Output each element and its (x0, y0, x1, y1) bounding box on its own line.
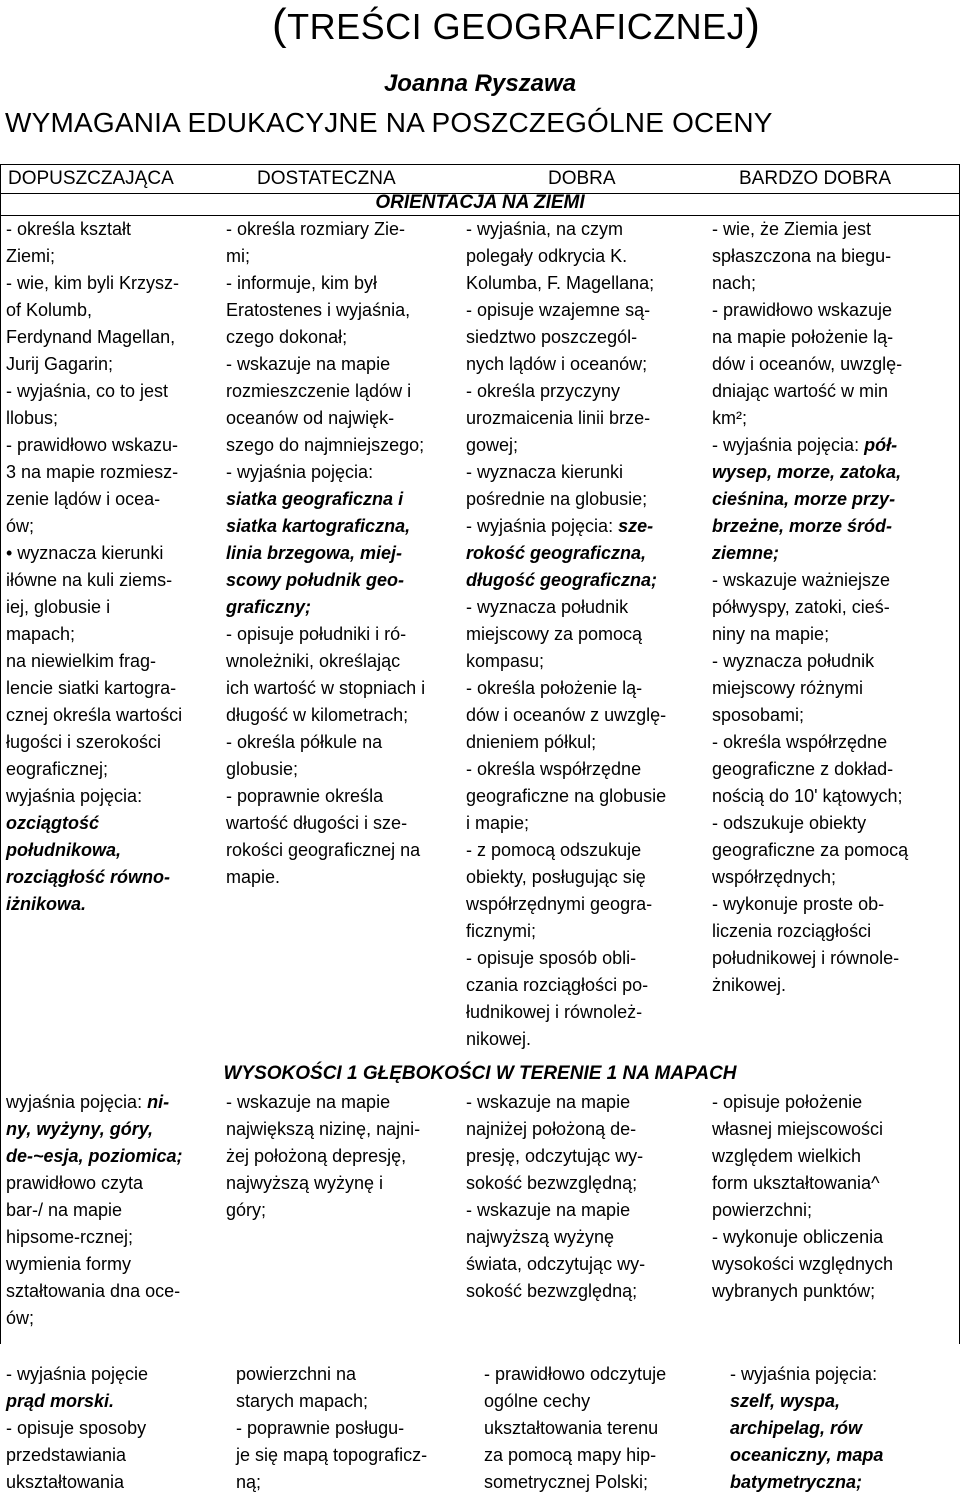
text-line: wnoleżniki, określając (226, 651, 401, 671)
text-line: nach; (712, 273, 757, 293)
text-line: nością do 10' kątowych; (712, 786, 903, 806)
text-line: długość geograficzna; (466, 570, 658, 590)
text-line: sokość bezwzględną; (466, 1281, 638, 1301)
text-line: - wyjaśnia pojęcia: (730, 1364, 878, 1384)
text-line: ów; (6, 516, 35, 536)
text-line: najwyższą wyżynę i (226, 1173, 384, 1193)
text-line: Eratostenes i wyjaśnia, (226, 300, 411, 320)
text-line: cznej określa wartości (6, 705, 183, 725)
text-line: - opisuje sposób obli- (466, 948, 637, 968)
header-dobra: DOBRA (548, 168, 616, 189)
text-line: je się mapą topograficz- (236, 1445, 428, 1465)
section3-col-dobra (484, 1361, 710, 1496)
text-line: - wie, kim byli Krzysz- (6, 273, 180, 293)
section3-col-dopuszczajaca (6, 1361, 211, 1496)
text-line: brzeżne, morze śród- (712, 516, 893, 536)
text-line: - określa rozmiary Zie- (226, 219, 406, 239)
document-subtitle: WYMAGANIA EDUKACYJNE NA POSZCZEGÓLNE OCENY (5, 107, 773, 138)
text-line: - prawidłowo wskazu- (6, 435, 179, 455)
text-line: miejscowy za pomocą (466, 624, 643, 644)
text-line: iej, globusie i (6, 597, 111, 617)
text-line: 3 na mapie rozmiesz- (6, 462, 179, 482)
text-line: - wyjaśnia pojęcie (6, 1364, 149, 1384)
text-line: sposobami; (712, 705, 805, 725)
text-line: wymienia formy (6, 1254, 132, 1274)
text-line: - prawidłowo odczytuje (484, 1364, 667, 1384)
text-line: • wyznacza kierunki (6, 543, 164, 563)
text-line: ukształtowania (6, 1472, 125, 1492)
header-dostateczna: DOSTATECZNA (257, 168, 396, 189)
text-line: - opisuje wzajemne są- (466, 300, 651, 320)
text-line: mapie. (226, 867, 281, 887)
text-line: Jurij Gagarin; (6, 354, 114, 374)
text-line: sometrycznej Polski; (484, 1472, 649, 1492)
text-line: dów i oceanów, uwzglę- (712, 354, 903, 374)
text-line: - informuje, kim był (226, 273, 378, 293)
text-line: - poprawnie posługu- (236, 1418, 405, 1438)
text-line: - wyjaśnia pojęcia: sze- (466, 516, 654, 536)
text-line: za pomocą mapy hip- (484, 1445, 657, 1465)
section-title-wysokosci: WYSOKOŚCI 1 GŁĘBOKOŚCI W TERENIE 1 NA MAPACH (223, 1063, 737, 1084)
text-line: iłówne na kuli ziems- (6, 570, 173, 590)
text-line: spłaszczona na biegu- (712, 246, 892, 266)
text-line: na niewielkim frag- (6, 651, 157, 671)
text-line: własnej miejscowości (712, 1119, 884, 1139)
text-line: - opisuje sposoby (6, 1418, 147, 1438)
text-line: lencie siatki kartogra- (6, 678, 177, 698)
text-line: żnikowej. (712, 975, 787, 995)
text-line: hipsome-rcznej; (6, 1227, 134, 1247)
text-line: góry; (226, 1200, 267, 1220)
text-line: - wskazuje na mapie (226, 1092, 391, 1112)
text-line: wysep, morze, zatoka, (712, 462, 902, 482)
text-line: Ferdynand Magellan, (6, 327, 176, 347)
orientacja-col-dobra (466, 216, 694, 1053)
text-line: - wyjaśnia pojęcia: (226, 462, 374, 482)
text-line: ów; (6, 1308, 35, 1328)
text-line: dnieniem półkul; (466, 732, 597, 752)
text-line: starych mapach; (236, 1391, 369, 1411)
text-line: bar-/ na mapie (6, 1200, 123, 1220)
text-line: - wyznacza kierunki (466, 462, 624, 482)
text-line: ozciągtość (6, 813, 100, 833)
text-line: - określa półkule na (226, 732, 383, 752)
table-left-border (0, 164, 1, 1344)
text-line: scowy południk geo- (226, 570, 405, 590)
text-line: - wyjaśnia, na czym (466, 219, 624, 239)
table-top-border (0, 164, 960, 165)
text-line: wysokości względnych (712, 1254, 894, 1274)
text-line: llobus; (6, 408, 59, 428)
text-line: rokość geograficzna, (466, 543, 647, 563)
text-line: urozmaicenia linii brze- (466, 408, 651, 428)
text-line: of Kolumb, (6, 300, 93, 320)
text-line: prawidłowo czyta (6, 1173, 144, 1193)
text-line: rozciągłość równo- (6, 867, 171, 887)
section3-col-bardzo-dobra (730, 1361, 956, 1496)
text-line: wyjaśnia pojęcia: (6, 786, 143, 806)
text-line: - określa przyczyny (466, 381, 621, 401)
text-line: Ziemi; (6, 246, 55, 266)
text-line: iżnikowa. (6, 894, 87, 914)
text-line: względem wielkich (712, 1146, 862, 1166)
text-line: żej położoną depresję, (226, 1146, 407, 1166)
text-line: wybranych punktów; (712, 1281, 876, 1301)
page-title: (TREŚCI GEOGRAFICZNEJ) (272, 0, 761, 49)
section3-col-dostateczna (236, 1361, 460, 1496)
text-line: prąd morski. (6, 1391, 115, 1411)
text-line: nych lądów i oceanów; (466, 354, 648, 374)
text-line: - wskazuje ważniejsze (712, 570, 891, 590)
text-line: presję, odczytując wy- (466, 1146, 644, 1166)
orientacja-col-dopuszczajaca (6, 216, 211, 918)
text-line: zenie lądów i ocea- (6, 489, 161, 509)
text-line: km²; (712, 408, 747, 428)
text-line: ną; (236, 1472, 262, 1492)
text-line: geograficzne na globusie (466, 786, 667, 806)
text-line: czania rozciągłości po- (466, 975, 649, 995)
text-line: mapach; (6, 624, 76, 644)
text-line: archipelag, rów (730, 1418, 863, 1438)
text-line: - wyjaśnia, co to jest (6, 381, 169, 401)
text-line: półwyspy, zatoki, cieś- (712, 597, 890, 617)
text-line: miejscowy różnymi (712, 678, 864, 698)
text-line: - wykonuje obliczenia (712, 1227, 884, 1247)
text-line: największą nizinę, najni- (226, 1119, 421, 1139)
text-line: - wskazuje na mapie (466, 1200, 631, 1220)
text-line: geograficzne z dokład- (712, 759, 894, 779)
text-line: współrzędnych; (712, 867, 837, 887)
text-line: długość w kilometrach; (226, 705, 409, 725)
text-line: kompasu; (466, 651, 545, 671)
text-line: oceaniczny, mapa (730, 1445, 884, 1465)
text-line: czego dokonał; (226, 327, 348, 347)
text-line: nikowej. (466, 1029, 532, 1049)
text-line: de-~esja, poziomica; (6, 1146, 183, 1166)
text-line: geograficzne za pomocą (712, 840, 909, 860)
text-line: cieśnina, morze przy- (712, 489, 896, 509)
orientacja-col-dostateczna (226, 216, 460, 891)
text-line: szego do najmniejszego; (226, 435, 425, 455)
text-line: - odszukuje obiekty (712, 813, 867, 833)
text-line: - wskazuje na mapie (226, 354, 391, 374)
text-line: - prawidłowo wskazuje (712, 300, 893, 320)
text-line: wyjaśnia pojęcia: ni- (6, 1092, 170, 1112)
text-line: ficznymi; (466, 921, 537, 941)
text-line: ny, wyżyny, góry, (6, 1119, 154, 1139)
text-line: Kolumba, F. Magellana; (466, 273, 655, 293)
wysokosci-col-dobra (466, 1089, 694, 1305)
text-line: eograficznej; (6, 759, 109, 779)
text-line: - wyznacza południk (466, 597, 629, 617)
text-line: - określa współrzędne (466, 759, 642, 779)
text-line: polegały odkrycia K. (466, 246, 628, 266)
wysokosci-col-dopuszczajaca (6, 1089, 211, 1332)
text-line: oceanów od najwięk- (226, 408, 395, 428)
text-line: - wyznacza południk (712, 651, 875, 671)
text-line: rokości geograficznej na (226, 840, 421, 860)
text-line: i mapie; (466, 813, 530, 833)
text-line: ukształtowania terenu (484, 1418, 659, 1438)
text-line: ługości i szerokości (6, 732, 162, 752)
text-line: dów i oceanów z uwzglę- (466, 705, 667, 725)
text-line: na mapie położenie lą- (712, 327, 894, 347)
text-line: siedztwo poszczegól- (466, 327, 638, 347)
text-line: - określa współrzędne (712, 732, 888, 752)
text-line: współrzędnymi geogra- (466, 894, 653, 914)
wysokosci-col-bardzo-dobra (712, 1089, 954, 1305)
author: Joanna Ryszawa (383, 70, 577, 97)
text-line: szelf, wyspa, (730, 1391, 841, 1411)
orientacja-col-bardzo-dobra (712, 216, 954, 999)
text-line: siatka geograficzna i (226, 489, 404, 509)
text-line: - określa położenie lą- (466, 678, 643, 698)
text-line: ształtowania dna oce- (6, 1281, 181, 1301)
text-line: form ukształtowania^ (712, 1173, 880, 1193)
text-line: - poprawnie określa (226, 786, 384, 806)
text-line: wartość długości i sze- (226, 813, 408, 833)
text-line: gowej; (466, 435, 519, 455)
wysokosci-col-dostateczna (226, 1089, 460, 1224)
text-line: najniżej położoną de- (466, 1119, 637, 1139)
text-line: - opisuje południki i ró- (226, 624, 407, 644)
text-line: batymetryczna; (730, 1472, 863, 1492)
text-line: sokość bezwzględną; (466, 1173, 638, 1193)
text-line: powierzchni; (712, 1200, 813, 1220)
text-line: najwyższą wyżynę (466, 1227, 615, 1247)
text-line: ich wartość w stopniach i (226, 678, 426, 698)
text-line: - z pomocą odszukuje (466, 840, 642, 860)
text-line: - wykonuje proste ob- (712, 894, 885, 914)
text-line: - określa kształt (6, 219, 132, 239)
section-title-orientacja: ORIENTACJA NA ZIEMI (375, 192, 585, 213)
header-dopuszczajaca: DOPUSZCZAJĄCA (8, 168, 174, 189)
text-line: rozmieszczenie lądów i (226, 381, 412, 401)
text-line: - wie, że Ziemia jest (712, 219, 872, 239)
text-line: niny na mapie; (712, 624, 830, 644)
text-line: - wskazuje na mapie (466, 1092, 631, 1112)
text-line: ogólne cechy (484, 1391, 591, 1411)
text-line: siatka kartograficzna, (226, 516, 411, 536)
text-line: - opisuje położenie (712, 1092, 863, 1112)
text-line: dniając wartość w min (712, 381, 889, 401)
text-line: linia brzegowa, miej- (226, 543, 403, 563)
text-line: graficzny; (226, 597, 312, 617)
text-line: przedstawiania (6, 1445, 127, 1465)
header-bardzo-dobra: BARDZO DOBRA (739, 168, 892, 189)
text-line: liczenia rozciągłości (712, 921, 872, 941)
text-line: powierzchni na (236, 1364, 357, 1384)
text-line: globusie; (226, 759, 299, 779)
text-line: południkowej i równole- (712, 948, 900, 968)
text-line: łudnikowej i równoleż- (466, 1002, 643, 1022)
text-line: - wyjaśnia pojęcia: pół- (712, 435, 898, 455)
text-line: mi; (226, 246, 250, 266)
text-line: ziemne; (712, 543, 780, 563)
text-line: obiekty, posługując się (466, 867, 646, 887)
text-line: świata, odczytując wy- (466, 1254, 646, 1274)
text-line: pośrednie na globusie; (466, 489, 648, 509)
text-line: południkowa, (6, 840, 121, 860)
